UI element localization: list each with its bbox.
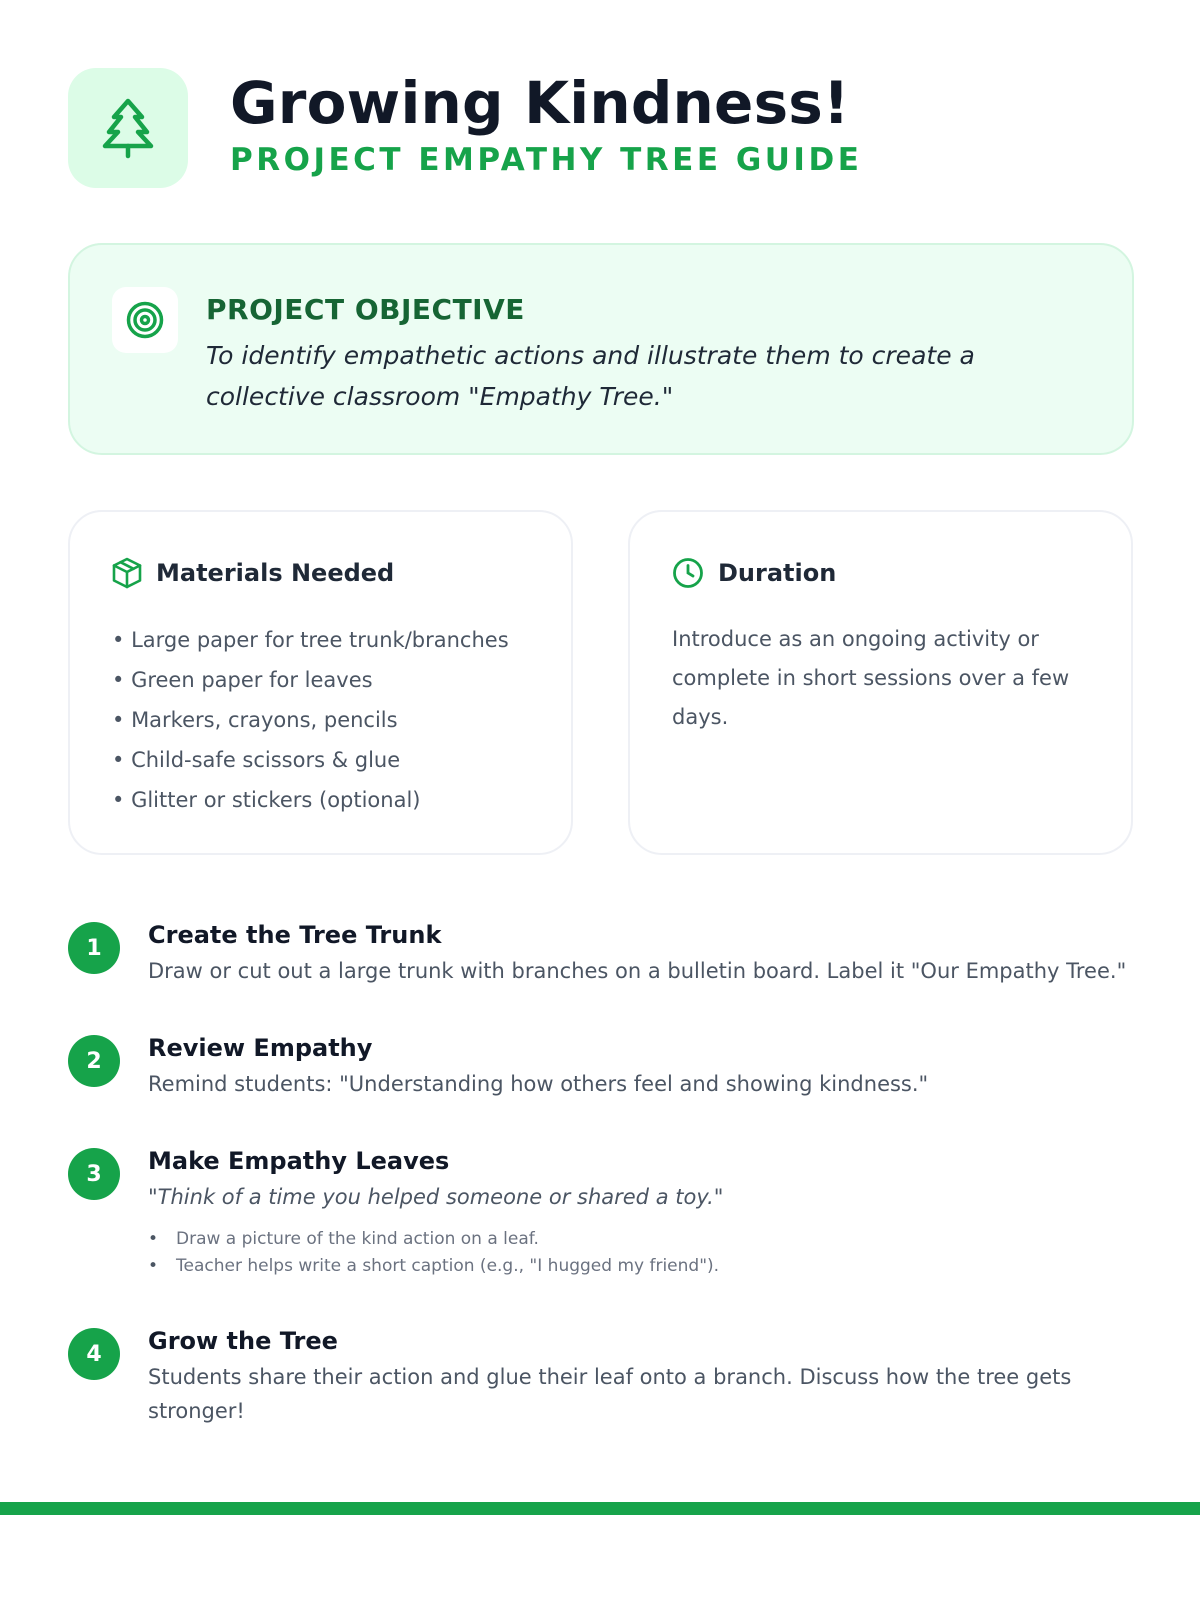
step-number-badge: 1 [68,922,120,974]
duration-card [628,510,1133,855]
footer-bar [0,1502,1200,1515]
list-item: • Markers, crayons, pencils [112,700,509,740]
step-number-badge: 2 [68,1035,120,1087]
list-item: • Draw a picture of the kind action on a leaf. [148,1226,1148,1253]
list-item: • Child-safe scissors & glue [112,740,509,780]
step-description: Draw or cut out a large trunk with branches on a bulletin board. Label it "Our Empathy Tree." [148,959,1127,983]
list-item: • Glitter or stickers (optional) [112,780,509,820]
tree-icon [100,97,156,159]
step-description: Students share their action and glue their leaf onto a branch. Discuss how the tree gets stronger! [148,1365,1072,1423]
page-subtitle: PROJECT EMPATHY TREE GUIDE [230,141,863,178]
clock-icon [672,557,704,589]
step-title: Grow the Tree [148,1327,338,1355]
step-title: Create the Tree Trunk [148,921,442,949]
list-item: • Green paper for leaves [112,660,509,700]
box-icon [112,557,142,589]
step-description: Remind students: "Understanding how others feel and showing kindness." [148,1072,929,1096]
step-title: Make Empathy Leaves [148,1147,450,1175]
objective-icon-box [112,287,178,353]
logo-badge [68,68,188,188]
page-title: Growing Kindness! [230,69,850,138]
step-quote: "Think of a time you helped someone or shared a toy." [148,1185,724,1209]
materials-title: Materials Needed [156,559,395,587]
objective-text: To identify empathetic actions and illustrate them to create a collective classroom "Empathy Tree." [206,341,975,411]
list-item: • Large paper for tree trunk/branches [112,620,509,660]
step-number-badge: 3 [68,1148,120,1200]
objective-panel [68,243,1134,455]
target-icon [125,300,165,340]
materials-card [68,510,573,855]
objective-title: PROJECT OBJECTIVE [206,293,525,326]
step-bullet-list [148,1226,1148,1280]
step-title: Review Empathy [148,1034,373,1062]
list-item: • Teacher helps write a short caption (e.g., "I hugged my friend"). [148,1253,1148,1280]
duration-text: Introduce as an ongoing activity or complete in short sessions over a few days. [672,627,1070,729]
duration-title: Duration [718,559,837,587]
materials-list [112,620,509,820]
step-number-badge: 4 [68,1328,120,1380]
page-header [68,68,862,188]
